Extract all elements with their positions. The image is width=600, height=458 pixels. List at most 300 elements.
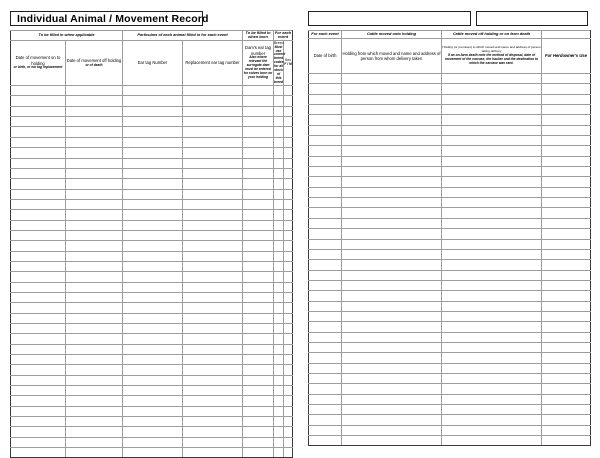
cell-moved-to-holding[interactable] bbox=[442, 94, 542, 104]
cell-moved-from-holding[interactable] bbox=[342, 332, 442, 342]
cell-date-movement-off[interactable] bbox=[66, 148, 123, 158]
cell-breed[interactable] bbox=[274, 189, 284, 199]
cell-moved-from-holding[interactable] bbox=[342, 291, 442, 301]
table-row[interactable] bbox=[309, 156, 591, 166]
cell-breed[interactable] bbox=[274, 127, 284, 137]
cell-ear-tag-number[interactable] bbox=[123, 86, 183, 96]
cell-dams-ear-tag-number[interactable] bbox=[243, 417, 274, 427]
cell-herdowner-use[interactable] bbox=[542, 177, 591, 187]
cell-date-movement-off[interactable] bbox=[66, 427, 123, 437]
cell-date-movement-on[interactable] bbox=[11, 137, 66, 147]
cell-moved-from-holding[interactable] bbox=[342, 156, 442, 166]
cell-date-movement-off[interactable] bbox=[66, 137, 123, 147]
cell-date-of-birth[interactable] bbox=[309, 425, 342, 435]
cell-dams-ear-tag-number[interactable] bbox=[243, 303, 274, 313]
table-row[interactable] bbox=[309, 301, 591, 311]
cell-date-movement-off[interactable] bbox=[66, 406, 123, 416]
cell-moved-from-holding[interactable] bbox=[342, 342, 442, 352]
cell-dams-ear-tag-number[interactable] bbox=[243, 148, 274, 158]
table-row[interactable] bbox=[11, 272, 293, 282]
cell-date-of-birth[interactable] bbox=[309, 280, 342, 290]
cell-dams-ear-tag-number[interactable] bbox=[243, 210, 274, 220]
cell-replacement-ear-tag-number[interactable] bbox=[183, 386, 243, 396]
cell-moved-to-holding[interactable] bbox=[442, 280, 542, 290]
cell-date-movement-off[interactable] bbox=[66, 365, 123, 375]
cell-ear-tag-number[interactable] bbox=[123, 106, 183, 116]
cell-moved-to-holding[interactable] bbox=[442, 187, 542, 197]
cell-moved-to-holding[interactable] bbox=[442, 384, 542, 394]
cell-herdowner-use[interactable] bbox=[542, 74, 591, 84]
cell-dams-ear-tag-number[interactable] bbox=[243, 406, 274, 416]
cell-date-movement-on[interactable] bbox=[11, 241, 66, 251]
cell-date-movement-on[interactable] bbox=[11, 334, 66, 344]
cell-dams-ear-tag-number[interactable] bbox=[243, 251, 274, 261]
cell-date-of-birth[interactable] bbox=[309, 436, 342, 446]
cell-dams-ear-tag-number[interactable] bbox=[243, 96, 274, 106]
cell-moved-from-holding[interactable] bbox=[342, 353, 442, 363]
cell-moved-from-holding[interactable] bbox=[342, 311, 442, 321]
cell-dams-ear-tag-number[interactable] bbox=[243, 365, 274, 375]
cell-sex[interactable] bbox=[284, 220, 293, 230]
cell-herdowner-use[interactable] bbox=[542, 218, 591, 228]
cell-sex[interactable] bbox=[284, 365, 293, 375]
cell-moved-to-holding[interactable] bbox=[442, 167, 542, 177]
table-row[interactable] bbox=[309, 249, 591, 259]
cell-ear-tag-number[interactable] bbox=[123, 427, 183, 437]
table-row[interactable] bbox=[309, 146, 591, 156]
table-row[interactable] bbox=[309, 84, 591, 94]
table-row[interactable] bbox=[11, 437, 293, 447]
cell-moved-to-holding[interactable] bbox=[442, 405, 542, 415]
cell-date-movement-off[interactable] bbox=[66, 199, 123, 209]
cell-replacement-ear-tag-number[interactable] bbox=[183, 251, 243, 261]
cell-ear-tag-number[interactable] bbox=[123, 292, 183, 302]
cell-herdowner-use[interactable] bbox=[542, 373, 591, 383]
cell-breed[interactable] bbox=[274, 406, 284, 416]
cell-ear-tag-number[interactable] bbox=[123, 282, 183, 292]
cell-herdowner-use[interactable] bbox=[542, 322, 591, 332]
cell-moved-from-holding[interactable] bbox=[342, 105, 442, 115]
cell-breed[interactable] bbox=[274, 344, 284, 354]
cell-breed[interactable] bbox=[274, 117, 284, 127]
table-row[interactable] bbox=[11, 241, 293, 251]
cell-dams-ear-tag-number[interactable] bbox=[243, 127, 274, 137]
table-row[interactable] bbox=[11, 106, 293, 116]
cell-date-of-birth[interactable] bbox=[309, 125, 342, 135]
table-row[interactable] bbox=[11, 303, 293, 313]
cell-date-of-birth[interactable] bbox=[309, 363, 342, 373]
cell-ear-tag-number[interactable] bbox=[123, 220, 183, 230]
table-row[interactable] bbox=[309, 363, 591, 373]
cell-moved-to-holding[interactable] bbox=[442, 229, 542, 239]
cell-moved-from-holding[interactable] bbox=[342, 84, 442, 94]
table-row[interactable] bbox=[309, 291, 591, 301]
cell-sex[interactable] bbox=[284, 127, 293, 137]
cell-date-of-birth[interactable] bbox=[309, 270, 342, 280]
cell-date-of-birth[interactable] bbox=[309, 301, 342, 311]
cell-moved-from-holding[interactable] bbox=[342, 229, 442, 239]
table-row[interactable] bbox=[309, 322, 591, 332]
cell-date-of-birth[interactable] bbox=[309, 249, 342, 259]
table-row[interactable] bbox=[11, 355, 293, 365]
cell-date-of-birth[interactable] bbox=[309, 198, 342, 208]
cell-date-of-birth[interactable] bbox=[309, 94, 342, 104]
table-row[interactable] bbox=[11, 261, 293, 271]
cell-dams-ear-tag-number[interactable] bbox=[243, 230, 274, 240]
cell-moved-from-holding[interactable] bbox=[342, 260, 442, 270]
cell-ear-tag-number[interactable] bbox=[123, 396, 183, 406]
cell-replacement-ear-tag-number[interactable] bbox=[183, 292, 243, 302]
table-row[interactable] bbox=[309, 198, 591, 208]
cell-date-of-birth[interactable] bbox=[309, 156, 342, 166]
cell-moved-to-holding[interactable] bbox=[442, 332, 542, 342]
cell-replacement-ear-tag-number[interactable] bbox=[183, 406, 243, 416]
cell-breed[interactable] bbox=[274, 292, 284, 302]
cell-herdowner-use[interactable] bbox=[542, 394, 591, 404]
cell-date-movement-off[interactable] bbox=[66, 189, 123, 199]
cell-ear-tag-number[interactable] bbox=[123, 344, 183, 354]
cell-date-of-birth[interactable] bbox=[309, 332, 342, 342]
cell-dams-ear-tag-number[interactable] bbox=[243, 324, 274, 334]
cell-moved-from-holding[interactable] bbox=[342, 405, 442, 415]
cell-replacement-ear-tag-number[interactable] bbox=[183, 168, 243, 178]
cell-dams-ear-tag-number[interactable] bbox=[243, 313, 274, 323]
table-row[interactable] bbox=[309, 353, 591, 363]
cell-moved-to-holding[interactable] bbox=[442, 198, 542, 208]
cell-sex[interactable] bbox=[284, 406, 293, 416]
cell-moved-from-holding[interactable] bbox=[342, 125, 442, 135]
cell-sex[interactable] bbox=[284, 324, 293, 334]
cell-replacement-ear-tag-number[interactable] bbox=[183, 396, 243, 406]
cell-ear-tag-number[interactable] bbox=[123, 375, 183, 385]
cell-sex[interactable] bbox=[284, 199, 293, 209]
cell-moved-to-holding[interactable] bbox=[442, 353, 542, 363]
table-row[interactable] bbox=[11, 396, 293, 406]
cell-date-movement-on[interactable] bbox=[11, 313, 66, 323]
cell-date-of-birth[interactable] bbox=[309, 218, 342, 228]
cell-herdowner-use[interactable] bbox=[542, 311, 591, 321]
cell-date-movement-on[interactable] bbox=[11, 148, 66, 158]
cell-herdowner-use[interactable] bbox=[542, 187, 591, 197]
cell-ear-tag-number[interactable] bbox=[123, 272, 183, 282]
cell-date-movement-off[interactable] bbox=[66, 437, 123, 447]
table-row[interactable] bbox=[309, 94, 591, 104]
table-row[interactable] bbox=[11, 158, 293, 168]
cell-dams-ear-tag-number[interactable] bbox=[243, 355, 274, 365]
cell-date-movement-off[interactable] bbox=[66, 334, 123, 344]
cell-breed[interactable] bbox=[274, 386, 284, 396]
cell-date-movement-on[interactable] bbox=[11, 324, 66, 334]
cell-date-of-birth[interactable] bbox=[309, 342, 342, 352]
cell-herdowner-use[interactable] bbox=[542, 249, 591, 259]
cell-moved-to-holding[interactable] bbox=[442, 146, 542, 156]
cell-sex[interactable] bbox=[284, 230, 293, 240]
cell-ear-tag-number[interactable] bbox=[123, 355, 183, 365]
cell-date-movement-on[interactable] bbox=[11, 282, 66, 292]
table-row[interactable] bbox=[309, 167, 591, 177]
cell-ear-tag-number[interactable] bbox=[123, 210, 183, 220]
cell-ear-tag-number[interactable] bbox=[123, 365, 183, 375]
cell-moved-to-holding[interactable] bbox=[442, 394, 542, 404]
cell-moved-from-holding[interactable] bbox=[342, 208, 442, 218]
cell-herdowner-use[interactable] bbox=[542, 167, 591, 177]
cell-replacement-ear-tag-number[interactable] bbox=[183, 106, 243, 116]
cell-ear-tag-number[interactable] bbox=[123, 179, 183, 189]
cell-sex[interactable] bbox=[284, 386, 293, 396]
cell-date-movement-off[interactable] bbox=[66, 448, 123, 458]
cell-sex[interactable] bbox=[284, 355, 293, 365]
cell-date-movement-on[interactable] bbox=[11, 220, 66, 230]
cell-date-movement-on[interactable] bbox=[11, 158, 66, 168]
cell-sex[interactable] bbox=[284, 282, 293, 292]
table-row[interactable] bbox=[309, 373, 591, 383]
table-row[interactable] bbox=[11, 220, 293, 230]
cell-sex[interactable] bbox=[284, 117, 293, 127]
cell-sex[interactable] bbox=[284, 137, 293, 147]
cell-herdowner-use[interactable] bbox=[542, 425, 591, 435]
cell-replacement-ear-tag-number[interactable] bbox=[183, 261, 243, 271]
cell-sex[interactable] bbox=[284, 313, 293, 323]
cell-date-movement-off[interactable] bbox=[66, 168, 123, 178]
cell-date-movement-off[interactable] bbox=[66, 86, 123, 96]
cell-ear-tag-number[interactable] bbox=[123, 251, 183, 261]
top-box-secondary[interactable] bbox=[476, 11, 588, 26]
cell-moved-to-holding[interactable] bbox=[442, 115, 542, 125]
cell-moved-to-holding[interactable] bbox=[442, 208, 542, 218]
cell-sex[interactable] bbox=[284, 427, 293, 437]
table-row[interactable] bbox=[11, 127, 293, 137]
table-row[interactable] bbox=[11, 230, 293, 240]
cell-breed[interactable] bbox=[274, 148, 284, 158]
cell-moved-from-holding[interactable] bbox=[342, 394, 442, 404]
cell-ear-tag-number[interactable] bbox=[123, 437, 183, 447]
cell-date-movement-off[interactable] bbox=[66, 355, 123, 365]
cell-sex[interactable] bbox=[284, 148, 293, 158]
cell-date-of-birth[interactable] bbox=[309, 384, 342, 394]
cell-date-movement-off[interactable] bbox=[66, 324, 123, 334]
table-row[interactable] bbox=[309, 280, 591, 290]
cell-replacement-ear-tag-number[interactable] bbox=[183, 365, 243, 375]
cell-replacement-ear-tag-number[interactable] bbox=[183, 355, 243, 365]
cell-date-movement-on[interactable] bbox=[11, 344, 66, 354]
cell-date-of-birth[interactable] bbox=[309, 373, 342, 383]
cell-sex[interactable] bbox=[284, 106, 293, 116]
table-row[interactable] bbox=[11, 168, 293, 178]
cell-date-movement-on[interactable] bbox=[11, 303, 66, 313]
cell-moved-from-holding[interactable] bbox=[342, 115, 442, 125]
cell-date-movement-off[interactable] bbox=[66, 303, 123, 313]
cell-herdowner-use[interactable] bbox=[542, 270, 591, 280]
cell-breed[interactable] bbox=[274, 179, 284, 189]
cell-date-of-birth[interactable] bbox=[309, 115, 342, 125]
cell-moved-to-holding[interactable] bbox=[442, 301, 542, 311]
cell-replacement-ear-tag-number[interactable] bbox=[183, 189, 243, 199]
cell-sex[interactable] bbox=[284, 241, 293, 251]
cell-replacement-ear-tag-number[interactable] bbox=[183, 417, 243, 427]
cell-date-movement-on[interactable] bbox=[11, 396, 66, 406]
cell-date-movement-off[interactable] bbox=[66, 396, 123, 406]
table-row[interactable] bbox=[309, 115, 591, 125]
cell-breed[interactable] bbox=[274, 251, 284, 261]
cell-breed[interactable] bbox=[274, 272, 284, 282]
cell-date-of-birth[interactable] bbox=[309, 187, 342, 197]
cell-breed[interactable] bbox=[274, 334, 284, 344]
cell-moved-from-holding[interactable] bbox=[342, 146, 442, 156]
cell-date-of-birth[interactable] bbox=[309, 405, 342, 415]
cell-sex[interactable] bbox=[284, 158, 293, 168]
cell-date-of-birth[interactable] bbox=[309, 239, 342, 249]
cell-breed[interactable] bbox=[274, 417, 284, 427]
cell-herdowner-use[interactable] bbox=[542, 384, 591, 394]
cell-date-movement-on[interactable] bbox=[11, 117, 66, 127]
cell-breed[interactable] bbox=[274, 86, 284, 96]
cell-ear-tag-number[interactable] bbox=[123, 168, 183, 178]
cell-herdowner-use[interactable] bbox=[542, 94, 591, 104]
cell-breed[interactable] bbox=[274, 365, 284, 375]
table-row[interactable] bbox=[11, 210, 293, 220]
cell-herdowner-use[interactable] bbox=[542, 239, 591, 249]
cell-herdowner-use[interactable] bbox=[542, 363, 591, 373]
cell-ear-tag-number[interactable] bbox=[123, 117, 183, 127]
cell-date-of-birth[interactable] bbox=[309, 394, 342, 404]
cell-moved-from-holding[interactable] bbox=[342, 384, 442, 394]
cell-replacement-ear-tag-number[interactable] bbox=[183, 448, 243, 458]
cell-herdowner-use[interactable] bbox=[542, 436, 591, 446]
cell-date-movement-on[interactable] bbox=[11, 292, 66, 302]
cell-date-of-birth[interactable] bbox=[309, 146, 342, 156]
cell-date-of-birth[interactable] bbox=[309, 291, 342, 301]
cell-date-movement-off[interactable] bbox=[66, 230, 123, 240]
cell-replacement-ear-tag-number[interactable] bbox=[183, 199, 243, 209]
cell-herdowner-use[interactable] bbox=[542, 146, 591, 156]
cell-herdowner-use[interactable] bbox=[542, 353, 591, 363]
table-row[interactable] bbox=[309, 74, 591, 84]
cell-date-movement-on[interactable] bbox=[11, 406, 66, 416]
cell-date-movement-off[interactable] bbox=[66, 386, 123, 396]
cell-breed[interactable] bbox=[274, 448, 284, 458]
cell-herdowner-use[interactable] bbox=[542, 332, 591, 342]
table-row[interactable] bbox=[309, 125, 591, 135]
table-row[interactable] bbox=[11, 86, 293, 96]
cell-sex[interactable] bbox=[284, 344, 293, 354]
table-row[interactable] bbox=[309, 394, 591, 404]
table-row[interactable] bbox=[309, 384, 591, 394]
cell-date-movement-off[interactable] bbox=[66, 282, 123, 292]
cell-moved-from-holding[interactable] bbox=[342, 270, 442, 280]
cell-dams-ear-tag-number[interactable] bbox=[243, 386, 274, 396]
table-row[interactable] bbox=[11, 386, 293, 396]
cell-sex[interactable] bbox=[284, 334, 293, 344]
cell-date-movement-off[interactable] bbox=[66, 313, 123, 323]
cell-dams-ear-tag-number[interactable] bbox=[243, 199, 274, 209]
cell-date-movement-off[interactable] bbox=[66, 179, 123, 189]
cell-sex[interactable] bbox=[284, 179, 293, 189]
cell-date-movement-on[interactable] bbox=[11, 168, 66, 178]
cell-moved-to-holding[interactable] bbox=[442, 342, 542, 352]
cell-date-movement-on[interactable] bbox=[11, 437, 66, 447]
cell-ear-tag-number[interactable] bbox=[123, 324, 183, 334]
cell-replacement-ear-tag-number[interactable] bbox=[183, 210, 243, 220]
cell-date-movement-on[interactable] bbox=[11, 210, 66, 220]
cell-date-movement-off[interactable] bbox=[66, 261, 123, 271]
table-row[interactable] bbox=[309, 208, 591, 218]
table-row[interactable] bbox=[11, 406, 293, 416]
cell-moved-to-holding[interactable] bbox=[442, 74, 542, 84]
table-row[interactable] bbox=[309, 436, 591, 446]
cell-moved-to-holding[interactable] bbox=[442, 218, 542, 228]
cell-date-movement-on[interactable] bbox=[11, 127, 66, 137]
cell-moved-to-holding[interactable] bbox=[442, 436, 542, 446]
cell-date-movement-off[interactable] bbox=[66, 210, 123, 220]
cell-dams-ear-tag-number[interactable] bbox=[243, 272, 274, 282]
cell-replacement-ear-tag-number[interactable] bbox=[183, 272, 243, 282]
cell-date-movement-on[interactable] bbox=[11, 355, 66, 365]
cell-moved-to-holding[interactable] bbox=[442, 260, 542, 270]
cell-ear-tag-number[interactable] bbox=[123, 230, 183, 240]
cell-dams-ear-tag-number[interactable] bbox=[243, 334, 274, 344]
cell-date-movement-off[interactable] bbox=[66, 417, 123, 427]
table-row[interactable] bbox=[309, 260, 591, 270]
cell-moved-to-holding[interactable] bbox=[442, 105, 542, 115]
cell-moved-from-holding[interactable] bbox=[342, 280, 442, 290]
table-row[interactable] bbox=[11, 427, 293, 437]
cell-breed[interactable] bbox=[274, 396, 284, 406]
cell-date-of-birth[interactable] bbox=[309, 260, 342, 270]
cell-ear-tag-number[interactable] bbox=[123, 127, 183, 137]
cell-ear-tag-number[interactable] bbox=[123, 96, 183, 106]
cell-moved-to-holding[interactable] bbox=[442, 177, 542, 187]
cell-date-movement-on[interactable] bbox=[11, 251, 66, 261]
cell-replacement-ear-tag-number[interactable] bbox=[183, 230, 243, 240]
cell-replacement-ear-tag-number[interactable] bbox=[183, 427, 243, 437]
cell-breed[interactable] bbox=[274, 313, 284, 323]
cell-dams-ear-tag-number[interactable] bbox=[243, 86, 274, 96]
cell-herdowner-use[interactable] bbox=[542, 291, 591, 301]
cell-sex[interactable] bbox=[284, 303, 293, 313]
cell-sex[interactable] bbox=[284, 396, 293, 406]
cell-date-of-birth[interactable] bbox=[309, 177, 342, 187]
cell-date-of-birth[interactable] bbox=[309, 167, 342, 177]
cell-sex[interactable] bbox=[284, 292, 293, 302]
cell-replacement-ear-tag-number[interactable] bbox=[183, 117, 243, 127]
cell-date-movement-on[interactable] bbox=[11, 96, 66, 106]
cell-moved-from-holding[interactable] bbox=[342, 177, 442, 187]
cell-breed[interactable] bbox=[274, 241, 284, 251]
cell-moved-to-holding[interactable] bbox=[442, 156, 542, 166]
cell-date-movement-off[interactable] bbox=[66, 96, 123, 106]
cell-date-of-birth[interactable] bbox=[309, 322, 342, 332]
cell-ear-tag-number[interactable] bbox=[123, 313, 183, 323]
cell-breed[interactable] bbox=[274, 199, 284, 209]
cell-date-movement-on[interactable] bbox=[11, 272, 66, 282]
table-row[interactable] bbox=[11, 96, 293, 106]
cell-herdowner-use[interactable] bbox=[542, 156, 591, 166]
table-row[interactable] bbox=[11, 148, 293, 158]
cell-date-movement-off[interactable] bbox=[66, 127, 123, 137]
cell-moved-from-holding[interactable] bbox=[342, 167, 442, 177]
cell-date-of-birth[interactable] bbox=[309, 208, 342, 218]
cell-moved-from-holding[interactable] bbox=[342, 218, 442, 228]
cell-moved-to-holding[interactable] bbox=[442, 373, 542, 383]
cell-dams-ear-tag-number[interactable] bbox=[243, 292, 274, 302]
table-row[interactable] bbox=[11, 251, 293, 261]
cell-date-movement-on[interactable] bbox=[11, 199, 66, 209]
cell-date-movement-on[interactable] bbox=[11, 427, 66, 437]
table-row[interactable] bbox=[11, 179, 293, 189]
cell-herdowner-use[interactable] bbox=[542, 229, 591, 239]
cell-moved-from-holding[interactable] bbox=[342, 249, 442, 259]
cell-dams-ear-tag-number[interactable] bbox=[243, 137, 274, 147]
